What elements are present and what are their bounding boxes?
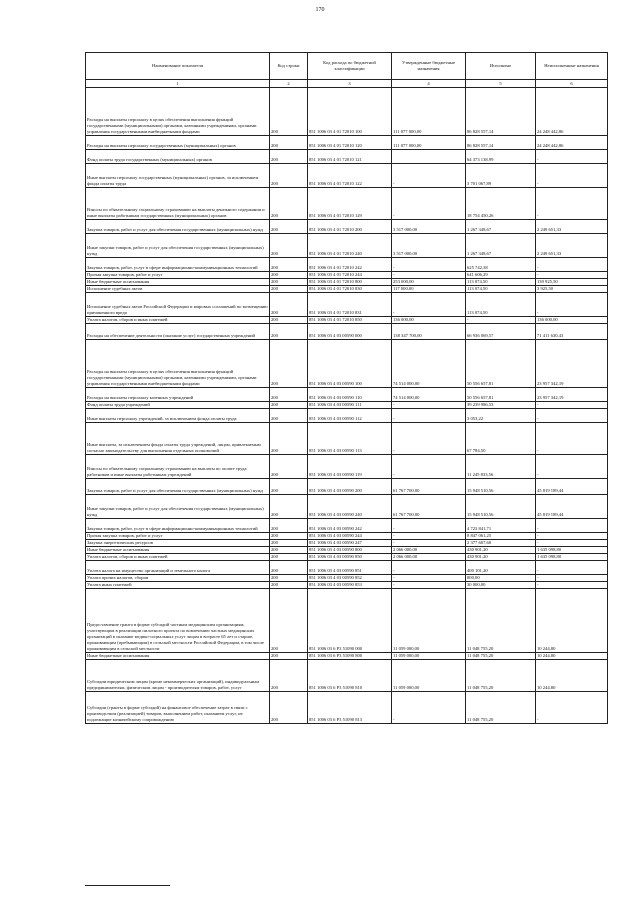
line-code-cell: 200 — [270, 286, 308, 293]
budget-code-cell: 851 1006 03 4 03 00590 850 — [308, 554, 392, 561]
table-row — [86, 88, 608, 136]
row-name-cell: Взносы по обязательному социальному страхованию на выплаты денежного содержания и иные выплаты работникам государственных (муниципальных) органов — [86, 188, 270, 220]
approved-cell: - — [392, 540, 466, 547]
row-name-cell: Закупка энергетических ресурсов — [86, 540, 270, 547]
unexecuted-cell: - — [536, 582, 608, 589]
table-row — [86, 136, 608, 150]
table-row — [86, 279, 608, 286]
approved-cell — [392, 150, 466, 164]
table-row — [86, 150, 608, 164]
row-name-cell: Прочая закупка товаров, работ и услуг — [86, 272, 270, 279]
budget-code-cell: 851 1006 03 4 01 72010 129 — [308, 188, 392, 220]
line-code-cell: 200 — [270, 324, 308, 340]
row-name-cell: Закупка товаров, работ и услуг для обеспечения государственных (муниципальных) нужд — [86, 220, 270, 234]
line-code-cell: 200 — [270, 220, 308, 234]
table-row — [86, 653, 608, 660]
line-code-cell: 200 — [270, 653, 308, 660]
row-name-cell: Расходы на выплаты персоналу казенных учреждений — [86, 388, 270, 402]
unexecuted-cell: 10 244,80 — [536, 653, 608, 660]
table-row — [86, 258, 608, 272]
unexecuted-cell: 3 925,50 — [536, 286, 608, 293]
executed-cell: 50 556 657,81 — [466, 340, 536, 388]
approved-cell: - — [392, 519, 466, 533]
header-budget-code: Код расхода по бюджетной классификации — [308, 53, 392, 80]
approved-cell: - — [392, 582, 466, 589]
approved-cell: 138 347 700,00 — [392, 324, 466, 340]
line-code-cell: 200 — [270, 547, 308, 554]
line-code-cell: 200 — [270, 279, 308, 286]
unexecuted-cell: 45 819 189,44 — [536, 479, 608, 495]
row-name-cell: Закупка товаров, работ, услуг в сфере информационно-коммуникационных технологий — [86, 519, 270, 533]
executed-cell: 625 742,38 — [466, 258, 536, 272]
row-name-cell: Взносы по обязательному социальному страхованию на выплаты по оплате труда работников и иные выплаты работникам учреждений — [86, 455, 270, 479]
row-name-cell: Уплата налогов, сборов и иных платежей — [86, 554, 270, 561]
approved-cell: - — [392, 561, 466, 575]
unexecuted-cell: 24 248 442,86 — [536, 136, 608, 150]
unexecuted-cell: 71 411 630,43 — [536, 324, 608, 340]
row-name-cell: Предоставление гранта в форме субсидий частным медицинским организациям, участвующим в реализации пилотного проекта по вовлечению частных медицинских организаций в оказание медико-социальных услуг лицам в возрасте 65 лет и старше, проживающим (пребывающим) в сельской местности Российской Федерации, в том числе проживающим в сельской местности — [86, 589, 270, 653]
approved-cell: 111 077 000,00 — [392, 88, 466, 136]
unexecuted-cell: - — [536, 272, 608, 279]
line-code-cell: 200 — [270, 409, 308, 423]
line-code-cell: 200 — [270, 423, 308, 455]
line-code-cell: 200 — [270, 479, 308, 495]
unexecuted-cell: 2 249 651,33 — [536, 234, 608, 258]
executed-cell: 2 377 607,60 — [466, 540, 536, 547]
table-row — [86, 495, 608, 519]
row-name-cell: Уплата налога на имущество организаций и земельного налога — [86, 561, 270, 575]
approved-cell: 74 514 000,00 — [392, 388, 466, 402]
line-code-cell: 200 — [270, 234, 308, 258]
unexecuted-cell: - — [536, 402, 608, 409]
row-name-cell: Расходы на выплаты персоналу в целях обеспечения выполнения функций государственными (муниципальными) органами, казенными учреждениями, органами управления государственными внебюджетными фондами — [86, 340, 270, 388]
line-code-cell: 200 — [270, 540, 308, 547]
approved-cell: - — [392, 423, 466, 455]
budget-code-cell: 851 1006 03 4 03 00590 244 — [308, 533, 392, 540]
row-name-cell: Иные выплаты, за исключением фонда оплаты труда учреждений, лицам, привлекаемым согласно законодательству для выполнения отдельных полномочий — [86, 423, 270, 455]
column-number: 2 — [270, 80, 308, 88]
budget-code-cell: 851 1006 03 4 03 00590 111 — [308, 402, 392, 409]
table-body — [86, 88, 608, 724]
row-name-cell: Иные закупки товаров, работ и услуг для обеспечения государственных (муниципальных) нужд — [86, 495, 270, 519]
executed-cell: 66 936 069,57 — [466, 324, 536, 340]
header-indicator-name: Наименование показателя — [86, 53, 270, 80]
column-number: 6 — [536, 80, 608, 88]
executed-cell: 400 101,20 — [466, 561, 536, 575]
budget-code-cell: 851 1006 03 4 01 72010 122 — [308, 164, 392, 188]
unexecuted-cell: - — [536, 540, 608, 547]
executed-cell: 18 754 450,26 — [466, 188, 536, 220]
executed-cell: 8 847 061,25 — [466, 533, 536, 540]
table-row — [86, 561, 608, 575]
executed-cell: 11 048 755,20 — [466, 660, 536, 692]
unexecuted-cell: 10 244,80 — [536, 589, 608, 653]
unexecuted-cell: - — [536, 455, 608, 479]
unexecuted-cell: 2 249 651,33 — [536, 220, 608, 234]
unexecuted-cell: - — [536, 409, 608, 423]
line-code-cell: 200 — [270, 561, 308, 575]
line-code-cell: 200 — [270, 692, 308, 724]
budget-code-cell: 851 1006 03 4 01 72010 242 — [308, 258, 392, 272]
budget-code-cell: 851 1006 03 6 P3 51090 000 — [308, 589, 392, 653]
line-code-cell: 200 — [270, 150, 308, 164]
row-name-cell: Расходы на обеспечение деятельности (оказание услуг) государственных учреждений — [86, 324, 270, 340]
line-code-cell: 200 — [270, 519, 308, 533]
executed-cell: 50 556 657,81 — [466, 388, 536, 402]
budget-code-cell: 851 1006 03 4 01 72010 120 — [308, 136, 392, 150]
budget-code-cell: 851 1006 03 4 03 00590 240 — [308, 495, 392, 519]
table-row — [86, 317, 608, 324]
approved-cell: - — [392, 409, 466, 423]
approved-cell: - — [392, 188, 466, 220]
executed-cell: 15 948 510,56 — [466, 479, 536, 495]
executed-cell: 3 053,22 — [466, 409, 536, 423]
column-number: 5 — [466, 80, 536, 88]
budget-code-cell: 851 1006 03 4 01 72010 240 — [308, 234, 392, 258]
table-row — [86, 423, 608, 455]
row-name-cell: Иные бюджетные ассигнования — [86, 547, 270, 554]
line-code-cell: 200 — [270, 589, 308, 653]
unexecuted-cell: 1 635 098,80 — [536, 554, 608, 561]
header-line-code: Код строки — [270, 53, 308, 80]
unexecuted-cell: - — [536, 188, 608, 220]
approved-cell: - — [392, 258, 466, 272]
table-header-row — [86, 53, 608, 80]
unexecuted-cell: 23 957 342,19 — [536, 388, 608, 402]
approved-cell: - — [392, 293, 466, 317]
budget-code-cell: 851 1006 03 4 03 00590 800 — [308, 547, 392, 554]
approved-cell: 61 767 700,00 — [392, 479, 466, 495]
unexecuted-cell: 24 248 442,86 — [536, 88, 608, 136]
budget-code-cell: 851 1006 03 4 03 00590 100 — [308, 340, 392, 388]
approved-cell: 11 059 000,00 — [392, 660, 466, 692]
row-name-cell: Иные бюджетные ассигнования — [86, 279, 270, 286]
budget-code-cell: 851 1006 03 4 01 72010 100 — [308, 88, 392, 136]
approved-cell: 2 066 000,00 — [392, 547, 466, 554]
row-name-cell: Уплата иных платежей — [86, 582, 270, 589]
executed-cell: 64 373 138,99 — [466, 150, 536, 164]
table-row — [86, 589, 608, 653]
approved-cell: 3 517 000,00 — [392, 234, 466, 258]
row-name-cell: Исполнение судебных актов — [86, 286, 270, 293]
unexecuted-cell: 136 000,00 — [536, 317, 608, 324]
line-code-cell: 200 — [270, 575, 308, 582]
budget-code-cell: 851 1006 03 4 03 00590 200 — [308, 479, 392, 495]
approved-cell: 253 000,00 — [392, 279, 466, 286]
executed-cell: 113 074,50 — [466, 293, 536, 317]
budget-code-cell: 851 1006 03 4 03 00590 247 — [308, 540, 392, 547]
line-code-cell: 200 — [270, 293, 308, 317]
executed-cell: 86 828 557,14 — [466, 136, 536, 150]
row-name-cell: Фонд оплаты труда учреждений — [86, 402, 270, 409]
unexecuted-cell: - — [536, 519, 608, 533]
row-name-cell: Субсидии юридическим лицам (кроме некоммерческих организаций), индивидуальным предпринимателям, физическим лицам - производителям товаров, работ, услуг — [86, 660, 270, 692]
line-code-cell: 200 — [270, 582, 308, 589]
row-name-cell: Закупка товаров, работ, услуг в сфере информационно-коммуникационных технологий — [86, 258, 270, 272]
header-approved: Утвержденные бюджетные назначения — [392, 53, 466, 80]
table-row — [86, 286, 608, 293]
table-row — [86, 540, 608, 547]
footnote-separator — [85, 885, 170, 886]
approved-cell: - — [392, 533, 466, 540]
executed-cell: 113 074,50 — [466, 279, 536, 286]
unexecuted-cell: - — [536, 575, 608, 582]
approved-cell: 74 514 000,00 — [392, 340, 466, 388]
budget-code-cell: 851 1006 03 4 01 72010 121 — [308, 150, 392, 164]
line-code-cell: 200 — [270, 340, 308, 388]
budget-code-cell: 851 1006 03 6 P3 51090 810 — [308, 660, 392, 692]
unexecuted-cell: - — [536, 150, 608, 164]
unexecuted-cell: - — [536, 164, 608, 188]
line-code-cell: 200 — [270, 136, 308, 150]
executed-cell: 641 606,29 — [466, 272, 536, 279]
budget-code-cell: 851 1006 03 4 01 72010 244 — [308, 272, 392, 279]
approved-cell: 11 059 000,00 — [392, 653, 466, 660]
line-code-cell: 200 — [270, 660, 308, 692]
unexecuted-cell: - — [536, 533, 608, 540]
budget-code-cell: 851 1006 03 6 P3 51090 813 — [308, 692, 392, 724]
table-row — [86, 234, 608, 258]
budget-code-cell: 851 1006 03 4 01 72010 831 — [308, 293, 392, 317]
executed-cell: - — [466, 317, 536, 324]
line-code-cell: 200 — [270, 455, 308, 479]
budget-code-cell: 851 1006 03 4 01 72010 830 — [308, 286, 392, 293]
row-name-cell: Уплата прочих налогов, сборов — [86, 575, 270, 582]
line-code-cell: 200 — [270, 88, 308, 136]
line-code-cell: 200 — [270, 533, 308, 540]
budget-code-cell: 851 1006 03 4 03 00590 000 — [308, 324, 392, 340]
line-code-cell: 200 — [270, 258, 308, 272]
approved-cell: - — [392, 692, 466, 724]
executed-cell: 11 048 755,20 — [466, 692, 536, 724]
row-name-cell: Фонд оплаты труда государственных (муниципальных) органов — [86, 150, 270, 164]
table-row — [86, 692, 608, 724]
approved-cell: - — [392, 164, 466, 188]
column-number: 3 — [308, 80, 392, 88]
row-name-cell: Иные закупки товаров, работ и услуг для обеспечения государственных (муниципальных) нужд — [86, 234, 270, 258]
unexecuted-cell: 45 819 189,44 — [536, 495, 608, 519]
approved-cell: - — [392, 402, 466, 409]
approved-cell: 117 000,00 — [392, 286, 466, 293]
line-code-cell: 200 — [270, 164, 308, 188]
executed-cell: 30 000,00 — [466, 582, 536, 589]
budget-code-cell: 851 1006 03 4 03 00590 242 — [308, 519, 392, 533]
table-row — [86, 388, 608, 402]
budget-code-cell: 851 1006 03 4 01 72010 850 — [308, 317, 392, 324]
row-name-cell: Прочая закупка товаров, работ и услуг — [86, 533, 270, 540]
column-number-row — [86, 80, 608, 88]
executed-cell: 86 828 557,14 — [466, 88, 536, 136]
executed-cell: 113 074,50 — [466, 286, 536, 293]
approved-cell: 2 066 000,00 — [392, 554, 466, 561]
table-row — [86, 188, 608, 220]
table-row — [86, 324, 608, 340]
row-name-cell: Расходы на выплаты персоналу в целях обеспечения выполнения функций государственными (муниципальными) органами, казенными учреждениями, органами управления государственными внебюджетными фондами — [86, 88, 270, 136]
budget-execution-table — [85, 52, 608, 724]
table-row — [86, 293, 608, 317]
executed-cell: 1 267 348,67 — [466, 220, 536, 234]
column-number: 4 — [392, 80, 466, 88]
table-row — [86, 455, 608, 479]
executed-cell: 67 784,50 — [466, 423, 536, 455]
line-code-cell: 200 — [270, 495, 308, 519]
approved-cell: - — [392, 272, 466, 279]
approved-cell: 61 767 700,00 — [392, 495, 466, 519]
approved-cell: - — [392, 575, 466, 582]
budget-code-cell: 851 1006 03 4 03 00590 110 — [308, 388, 392, 402]
unexecuted-cell: - — [536, 293, 608, 317]
row-name-cell: Субсидии (гранты в форме субсидий) на финансовое обеспечение затрат в связи с производством (реализацией) товаров, выполнением работ, оказанием услуг, не подлежащие казначейскому сопровождению — [86, 692, 270, 724]
line-code-cell: 200 — [270, 554, 308, 561]
line-code-cell: 200 — [270, 188, 308, 220]
budget-code-cell: 851 1006 03 4 03 00590 853 — [308, 582, 392, 589]
unexecuted-cell: - — [536, 692, 608, 724]
table-row — [86, 582, 608, 589]
executed-cell: 39 239 986,53 — [466, 402, 536, 409]
executed-cell: 11 245 833,56 — [466, 455, 536, 479]
unexecuted-cell: 10 244,80 — [536, 660, 608, 692]
row-name-cell: Иные бюджетные ассигнования — [86, 653, 270, 660]
budget-code-cell: 851 1006 03 4 03 00590 112 — [308, 409, 392, 423]
line-code-cell: 200 — [270, 388, 308, 402]
table-row — [86, 533, 608, 540]
approved-cell: 3 517 000,00 — [392, 220, 466, 234]
executed-cell: 430 901,20 — [466, 554, 536, 561]
unexecuted-cell: - — [536, 561, 608, 575]
budget-code-cell: 851 1006 03 4 03 00590 852 — [308, 575, 392, 582]
approved-cell: - — [392, 455, 466, 479]
executed-cell: 3 701 067,89 — [466, 164, 536, 188]
header-unexecuted: Неисполненные назначения — [536, 53, 608, 80]
budget-code-cell: 851 1006 03 4 03 00590 851 — [308, 561, 392, 575]
table-row — [86, 409, 608, 423]
column-number: 1 — [86, 80, 270, 88]
budget-code-cell: 851 1006 03 4 01 72010 200 — [308, 220, 392, 234]
budget-code-cell: 851 1006 03 6 P3 51090 800 — [308, 653, 392, 660]
row-name-cell: Закупка товаров, работ и услуг для обеспечения государственных (муниципальных) нужд — [86, 479, 270, 495]
line-code-cell: 200 — [270, 402, 308, 409]
row-name-cell: Расходы на выплаты персоналу государственных (муниципальных) органов — [86, 136, 270, 150]
table-row — [86, 547, 608, 554]
table-row — [86, 660, 608, 692]
executed-cell: 4 723 841,71 — [466, 519, 536, 533]
table-row — [86, 402, 608, 409]
table-row — [86, 575, 608, 582]
line-code-cell: 200 — [270, 272, 308, 279]
executed-cell: 11 048 755,20 — [466, 589, 536, 653]
row-name-cell: Иные выплаты персоналу государственных (муниципальных) органов, за исключением фонда оплаты труда — [86, 164, 270, 188]
executed-cell: 11 048 755,20 — [466, 653, 536, 660]
unexecuted-cell: 139 925,50 — [536, 279, 608, 286]
unexecuted-cell: - — [536, 258, 608, 272]
executed-cell: 800,00 — [466, 575, 536, 582]
approved-cell: 136 000,00 — [392, 317, 466, 324]
page-number: 170 — [315, 7, 325, 13]
table-row — [86, 272, 608, 279]
table-row — [86, 554, 608, 561]
table-row — [86, 479, 608, 495]
budget-code-cell: 851 1006 03 4 03 00590 113 — [308, 423, 392, 455]
unexecuted-cell: 23 957 342,19 — [536, 340, 608, 388]
row-name-cell: Исполнение судебных актов Российской Федерации и мировых соглашений по возмещению причиненного вреда — [86, 293, 270, 317]
table-row — [86, 164, 608, 188]
unexecuted-cell: 1 635 098,80 — [536, 547, 608, 554]
unexecuted-cell: - — [536, 423, 608, 455]
row-name-cell: Иные выплаты персоналу учреждений, за исключением фонда оплаты труда — [86, 409, 270, 423]
budget-code-cell: 851 1006 03 4 01 72010 800 — [308, 279, 392, 286]
header-executed: Исполнено — [466, 53, 536, 80]
approved-cell: 111 077 000,00 — [392, 136, 466, 150]
table-row — [86, 220, 608, 234]
executed-cell: 15 948 510,56 — [466, 495, 536, 519]
table-row — [86, 519, 608, 533]
executed-cell: 1 267 348,67 — [466, 234, 536, 258]
table-row — [86, 340, 608, 388]
executed-cell: 430 901,20 — [466, 547, 536, 554]
budget-code-cell: 851 1006 03 4 03 00590 119 — [308, 455, 392, 479]
line-code-cell: 200 — [270, 317, 308, 324]
approved-cell: 11 059 000,00 — [392, 589, 466, 653]
row-name-cell: Уплата налогов, сборов и иных платежей — [86, 317, 270, 324]
